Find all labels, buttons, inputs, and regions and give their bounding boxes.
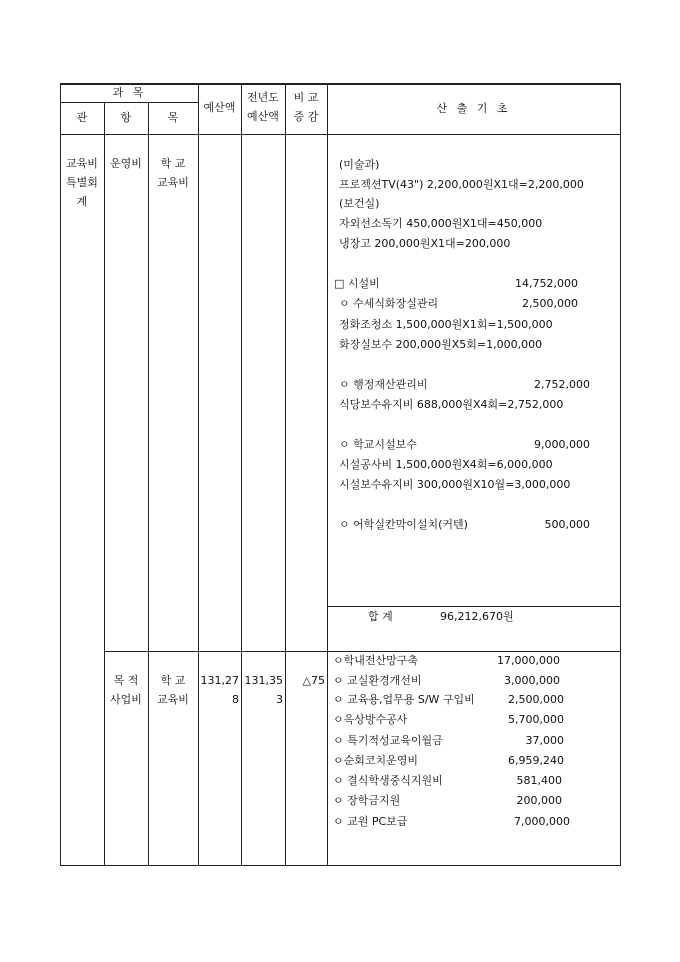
col-mok-line bbox=[148, 102, 149, 866]
basis-line: 화장실보수 200,000원X5회=1,000,000 bbox=[339, 338, 543, 351]
header-compare-2: 증 감 bbox=[293, 110, 319, 123]
total-value: 96,212,670원 bbox=[440, 610, 514, 623]
list-item-amount: 2,500,000 bbox=[508, 693, 564, 706]
facility-cost-label: □ 시설비 bbox=[334, 277, 380, 290]
basis-line: 정화조청소 1,500,000원X1회=1,500,000 bbox=[339, 318, 553, 331]
section-divider bbox=[104, 651, 621, 652]
header-budget: 예산액 bbox=[203, 101, 236, 114]
mok-line-2: 교육비 bbox=[157, 176, 189, 189]
list-item-amount: 3,000,000 bbox=[504, 674, 560, 687]
total-label: 합 계 bbox=[368, 610, 393, 623]
basis-line: 자외선소독기 450,000원X1대=450,000 bbox=[339, 217, 543, 230]
basis-line: (미술과) bbox=[339, 158, 380, 171]
list-item-label: ㅇ순회코치운영비 bbox=[333, 754, 419, 767]
hang-line-1: 운영비 bbox=[110, 157, 142, 170]
prev-line-1: 131,35 bbox=[244, 674, 283, 687]
list-item-label: ㅇ 교실환경개선비 bbox=[333, 674, 422, 687]
list-item-label: ㅇ 특기적성교육이월금 bbox=[333, 734, 443, 747]
facility-cost-amount: 14,752,000 bbox=[515, 277, 578, 290]
gwan-line-2: 특별회 bbox=[66, 176, 98, 189]
budget-line-1: 131,27 bbox=[200, 674, 239, 687]
list-item-amount: 5,700,000 bbox=[508, 713, 564, 726]
curtain-amount: 500,000 bbox=[544, 518, 590, 531]
compare-value: △75 bbox=[302, 674, 325, 687]
header-bottom-border bbox=[60, 134, 621, 135]
list-item-label: ㅇ학내전산망구축 bbox=[333, 654, 419, 667]
header-compare-1: 비 교 bbox=[293, 91, 319, 104]
prev-line-2: 3 bbox=[276, 693, 283, 706]
header-prev-budget-1: 전년도 bbox=[247, 91, 279, 104]
list-item-label: ㅇ 결식학생중식지원비 bbox=[333, 774, 443, 787]
restroom-label: ㅇ 수세식화장실관리 bbox=[339, 297, 439, 310]
budget-line-2: 8 bbox=[232, 693, 239, 706]
header-hang: 항 bbox=[120, 111, 132, 124]
list-item-label: ㅇ 교육용,업무용 S/W 구입비 bbox=[333, 693, 475, 706]
col-prev-line bbox=[241, 83, 242, 866]
admin-amount: 2,752,000 bbox=[534, 378, 590, 391]
list-item-amount: 17,000,000 bbox=[497, 654, 560, 667]
basis-line: 시설보수유지비 300,000원X10월=3,000,000 bbox=[339, 478, 571, 491]
curtain-label: ㅇ 어학실칸막이설치(커텐) bbox=[339, 518, 468, 531]
list-item-amount: 6,959,240 bbox=[508, 754, 564, 767]
mok2-line-2: 교육비 bbox=[157, 693, 189, 706]
hang2-line-2: 사업비 bbox=[110, 693, 142, 706]
header-basis: 산 출 기 초 bbox=[436, 102, 511, 115]
header-gwamok: 과 목 bbox=[112, 86, 147, 99]
list-item-amount: 581,400 bbox=[516, 774, 562, 787]
header-gwan: 관 bbox=[76, 111, 88, 124]
list-item-label: ㅇ옥상방수공사 bbox=[333, 713, 408, 726]
header-prev-budget-2: 예산액 bbox=[247, 110, 279, 123]
list-item-amount: 7,000,000 bbox=[514, 815, 570, 828]
facility-repair-amount: 9,000,000 bbox=[534, 438, 590, 451]
mok2-line-1: 학 교 bbox=[160, 674, 186, 687]
list-item-amount: 37,000 bbox=[525, 734, 564, 747]
total-top-line bbox=[327, 606, 621, 607]
mok-line-1: 학 교 bbox=[160, 157, 186, 170]
basis-line: 식당보수유지비 688,000원X4회=2,752,000 bbox=[339, 398, 564, 411]
gwan-line-1: 교육비 bbox=[66, 157, 98, 170]
col-basis-line bbox=[327, 83, 328, 866]
basis-line: (보건실) bbox=[339, 197, 380, 210]
list-item-amount: 200,000 bbox=[516, 794, 562, 807]
col-compare-line bbox=[285, 83, 286, 866]
basis-line: 냉장고 200,000원X1대=200,000 bbox=[339, 237, 511, 250]
list-item-label: ㅇ 장학금지원 bbox=[333, 794, 401, 807]
col-hang-line bbox=[104, 102, 105, 866]
basis-line: 프로젝션TV(43") 2,200,000원X1대=2,200,000 bbox=[339, 178, 584, 191]
gwamok-divider bbox=[60, 102, 199, 103]
table-top-border bbox=[60, 83, 621, 85]
table-bottom-border bbox=[60, 865, 621, 866]
list-item-label: ㅇ 교원 PC보급 bbox=[333, 815, 408, 828]
header-mok: 목 bbox=[167, 111, 179, 124]
gwan-line-3: 계 bbox=[76, 195, 88, 208]
facility-repair-label: ㅇ 학교시설보수 bbox=[339, 438, 417, 451]
col-budget-line bbox=[198, 83, 199, 866]
admin-label: ㅇ 행정재산관리비 bbox=[339, 378, 428, 391]
restroom-amount: 2,500,000 bbox=[522, 297, 578, 310]
basis-line: 시설공사비 1,500,000원X4회=6,000,000 bbox=[339, 458, 553, 471]
right-border bbox=[620, 83, 621, 866]
hang2-line-1: 목 적 bbox=[113, 674, 139, 687]
